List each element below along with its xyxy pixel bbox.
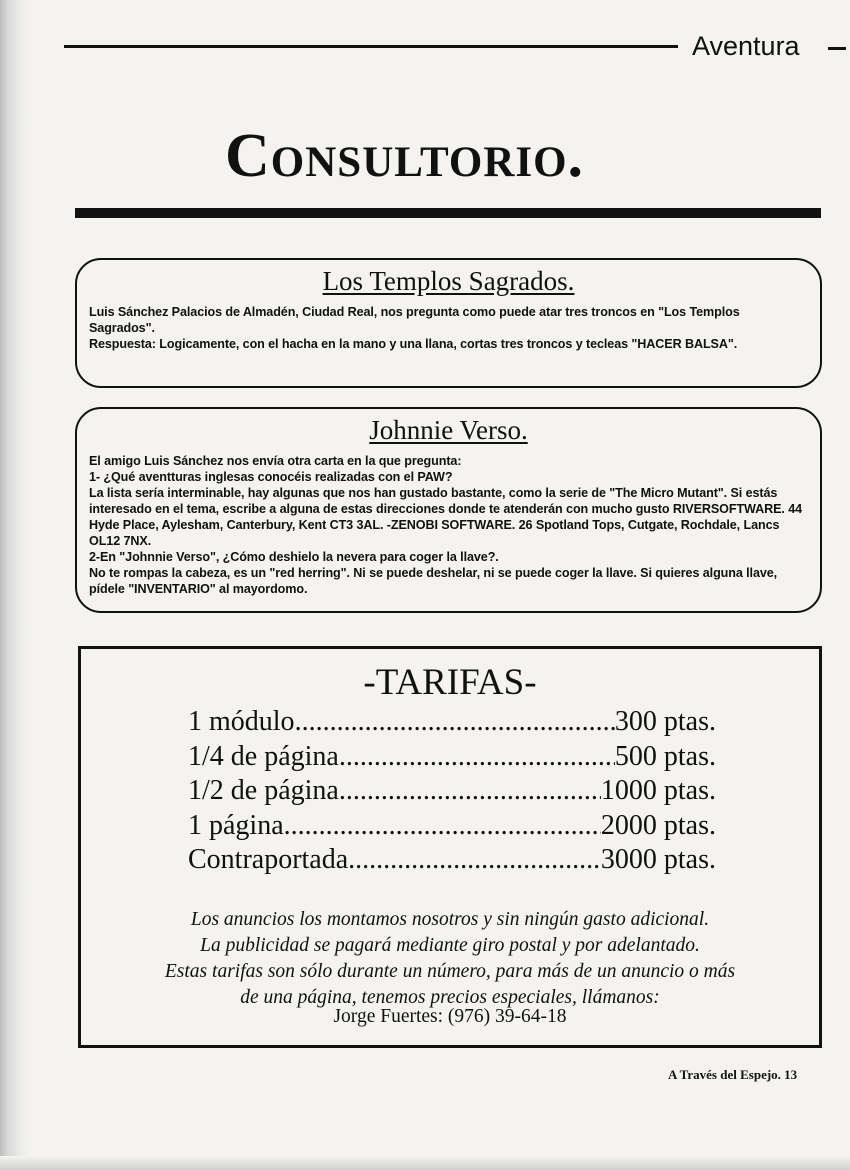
answer-text: No te rompas la cabeza, es un "red herring". Ni se puede deshelar, ni se puede coger la llave. Si quieres alguna llave, pídele "INVENTARIO" al mayordomo. [89, 566, 778, 596]
question-body [89, 304, 808, 352]
rate-price: 500 ptas. [614, 740, 716, 772]
leader-dots [348, 843, 601, 878]
rate-list [188, 705, 716, 878]
question-box-johnnie [75, 407, 822, 613]
leader-dots [339, 774, 601, 809]
note-line: La publicidad se pagará mediante giro postal y por adelantado. [200, 935, 700, 956]
question-box-templos [75, 258, 822, 388]
section-label: Aventura [692, 31, 800, 61]
rate-row [188, 843, 716, 878]
rates-notes [81, 907, 819, 1011]
scan-bottom-shadow [0, 1156, 850, 1170]
rate-row [188, 774, 716, 809]
question-text: 1- ¿Qué aventturas inglesas conocéis realizadas con el PAW? [89, 470, 453, 484]
leader-dots [339, 740, 615, 775]
page-title: Consultorio. [225, 122, 585, 190]
header-dash [828, 47, 846, 50]
rates-box [78, 646, 822, 1048]
question-text: 2-En "Johnnie Verso", ¿Cómo deshielo la nevera para coger la llave?. [89, 550, 499, 564]
question-title: Johnnie Verso. [369, 415, 528, 445]
contact-line: Jorge Fuertes: (976) 39-64-18 [333, 1006, 567, 1027]
answer-text: Respuesta: Logicamente, con el hacha en la mano y una llana, cortas tres troncos y tecleas "HACER BALSA". [89, 337, 738, 351]
rate-item: 1/2 de página [188, 775, 339, 806]
question-text: Luis Sánchez Palacios de Almadén, Ciudad Real, nos pregunta como puede atar tres troncos en "Los Templos Sagrados". [89, 305, 740, 335]
note-line: de una página, tenemos precios especiales, llámanos: [240, 987, 660, 1008]
answer-text: La lista sería interminable, hay algunas que nos han gustado bastante, como la serie de "The Micro Mutant". Si estás interesado en el tema, escribe a alguna de estas direcciones donde te atenderán con mucho gusto RIVERSOFTWARE. 44 Hyde Place, Aylesham, Canterbury, Kent CT3 3AL. -ZENOBI SOFTWARE. 26 Spotland Tops, Cutgate, Rochdale, Lancs OL12 7NX. [89, 486, 803, 548]
rate-price: 1000 ptas. [600, 775, 716, 806]
rate-price: 300 ptas. [614, 706, 716, 737]
rate-item: 1 página [188, 809, 284, 841]
rate-row [188, 705, 716, 740]
question-body [89, 453, 808, 597]
note-line: Estas tarifas son sólo durante un número, para más de un anuncio o más [164, 961, 736, 982]
question-title: Los Templos Sagrados. [322, 266, 575, 296]
page-footer: A Través del Espejo. 13 [668, 1067, 798, 1082]
rate-item: 1/4 de página [188, 740, 339, 772]
rate-row [188, 740, 716, 775]
leader-dots [295, 705, 615, 740]
rate-item: Contraportada [188, 844, 349, 875]
header-rule [64, 45, 678, 48]
rate-price: 3000 ptas. [600, 844, 716, 875]
note-line: Los anuncios los montamos nosotros y sin ningún gasto adicional. [190, 909, 710, 930]
scan-shadow [0, 0, 30, 1170]
title-rule [75, 208, 821, 218]
rates-title: -TARIFAS- [363, 662, 537, 703]
intro-text: El amigo Luis Sánchez nos envía otra carta en la que pregunta: [89, 454, 462, 468]
rate-item: 1 módulo [188, 706, 295, 737]
rate-row [188, 809, 716, 844]
rate-price: 2000 ptas. [600, 809, 716, 841]
leader-dots [284, 809, 601, 844]
